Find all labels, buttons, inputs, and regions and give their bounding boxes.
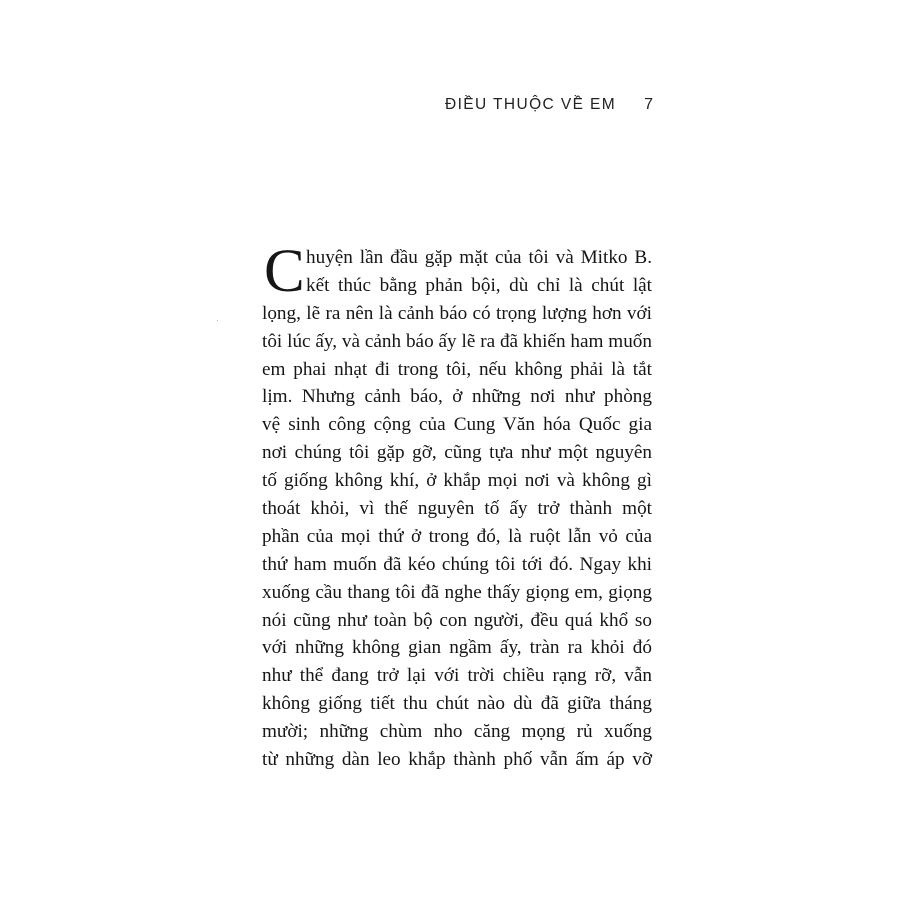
running-title: ĐIỀU THUỘC VỀ EM <box>444 96 617 113</box>
text-line: nói cũng như toàn bộ con người, đều quá khổ so <box>262 609 652 631</box>
text-line: nơi chúng tôi gặp gỡ, cũng tựa như một nguyên <box>262 442 652 464</box>
paper-speck <box>217 320 218 321</box>
text-line: không giống tiết thu chút nào dù đã giữa tháng <box>262 693 652 715</box>
text-line: tôi lúc ấy, và cảnh báo ấy lẽ ra đã khiến ham muốn <box>262 330 652 352</box>
text-line: thứ ham muốn đã kéo chúng tôi tới đó. Ngay khi <box>262 553 652 575</box>
text-line: tố giống không khí, ở khắp mọi nơi và không gì <box>262 470 652 492</box>
text-line: xuống cầu thang tôi đã nghe thấy giọng em, giọng <box>262 581 652 603</box>
text-line: như thể đang trở lại với trời chiều rạng rỡ, vẫn <box>262 665 652 687</box>
body-paragraph <box>262 238 652 774</box>
text-line: thoát khỏi, vì thế nguyên tố ấy trở thành một <box>262 498 652 520</box>
text-line: kết thúc bằng phản bội, dù chỉ là chút lật <box>306 274 652 296</box>
text-line: mười; những chùm nho căng mọng rủ xuống <box>262 721 652 743</box>
text-line: vệ sinh công cộng của Cung Văn hóa Quốc gia <box>262 414 652 436</box>
drop-cap: C <box>264 238 305 305</box>
page-number: 7 <box>644 96 653 113</box>
text-line: huyện lần đầu gặp mặt của tôi và Mitko B. <box>306 247 652 268</box>
text-line: em phai nhạt đi trong tôi, nếu không phải là tắt <box>262 358 652 380</box>
running-header <box>0 93 653 117</box>
text-line: lọng, lẽ ra nên là cảnh báo có trọng lượng hơn với <box>262 302 652 324</box>
text-line: từ những dàn leo khắp thành phố vẫn ấm áp vỡ <box>262 749 652 771</box>
text-line: phần của mọi thứ ở trong đó, là ruột lẫn vỏ của <box>262 525 652 547</box>
text-line: lịm. Nhưng cảnh báo, ở những nơi như phòng <box>262 386 652 408</box>
text-line: với những không gian ngầm ấy, tràn ra khỏi đó <box>262 637 652 659</box>
